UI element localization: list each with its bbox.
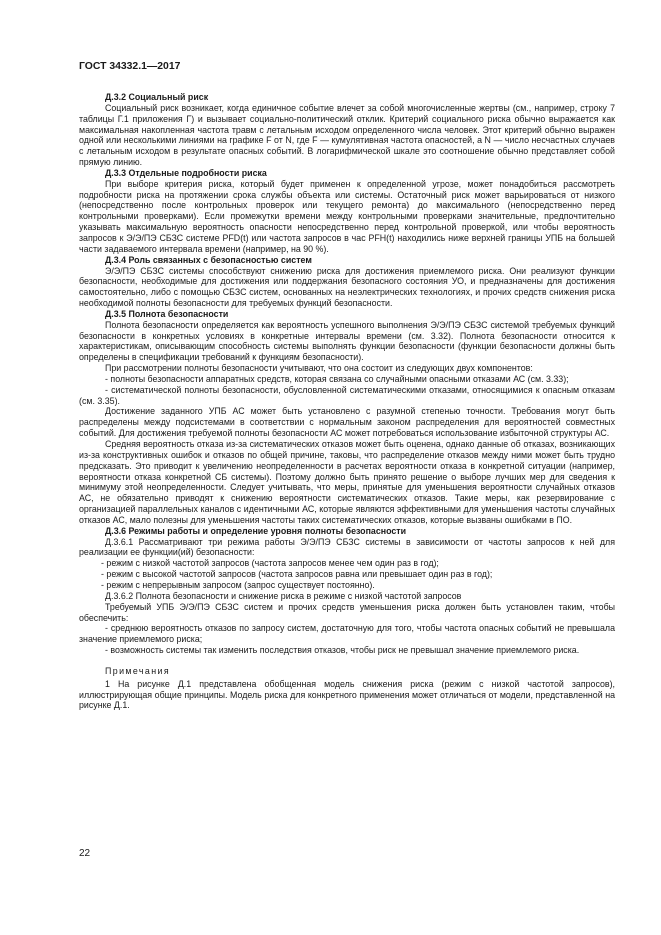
list-item: - режим с низкой частотой запросов (частота запросов менее чем один раз в год); xyxy=(101,558,439,569)
paragraph: При рассмотрении полноты безопасности учитывают, что она состоит из следующих двух компонентов: xyxy=(105,363,533,374)
list-item: - возможность системы так изменить последствия отказов, чтобы риск не превышал значение приемлемого риска. xyxy=(105,645,580,656)
paragraph: Э/Э/ПЭ СБЗС системы способствуют снижению риска для достижения приемлемого риска. Они реализуют функции безопасности, необходимые для достижения или поддержания безопасного состояния УО, и предназначены для достижения самостоятельно, либо с помощью СБЗС систем, основанных на неэлектрических технологиях, и прочих средств снижения риска необходимой полноты безопасности для требуемых функций безопасности. xyxy=(79,265,615,309)
section-heading: Д.3.3 Отдельные подробности риска xyxy=(105,167,267,178)
section-heading: Д.3.6 Режимы работы и определение уровня полноты безопасности xyxy=(105,525,407,536)
paragraph: Социальный риск возникает, когда единичное событие влечет за собой многочисленные жертвы (см., например, строку 7 таблицы Г.1 приложения Г) и вызывает социально-политический отклик. Критерий социального риска обычно выражается как максимальная накопленная частота травм с летальным исходом определенного числа человек. Этот критерий обычно выражен одной или несколькими линиями на графике F от N, где F — кумулятивная частота опасностей, а N — число несчастных случаев с летальным исходом в результате опасных событий. В логарифмической шкале это соотношение обычно представляет собой прямую линию. xyxy=(79,102,615,168)
paragraph: Средняя вероятность отказа из-за систематических отказов может быть оценена, однако данные об отказах, возникающих из-за конструктивных ошибок и отказов по общей причине, таковы, что распределение отказов между ними может быть трудно предсказать. Это приводит к увеличению неопределенности в расчетах вероятности отказа в конкретной ситуации (например, вероятности отказа конкретной СБ системы). Поэтому должно быть принято решение о выборе лучших мер для сведения к минимуму этой неопределенности. Следует учитывать, что меры, принятые для уменьшения вероятности случайных отказов АС, не обязательно приводят к снижению вероятности систематических отказов. Такие меры, как резервирование с организацией параллельных каналов с идентичными АС, которые являются эффективными для уменьшения частоты случайных отказов АС, мало полезны для уменьшения частоты таких систематических отказов, которые вызваны ошибками в ПО. xyxy=(79,439,615,525)
paragraph: Д.3.6.1 Рассматривают три режима работы Э/Э/ПЭ СБЗС системы в зависимости от частоты запросов к ней для реализации ее функции(ий) безопасности: xyxy=(79,536,615,558)
list-item: - среднюю вероятность отказов по запросу систем, достаточную для того, чтобы частота опасных событий не превышала значение приемлемого риска; xyxy=(79,623,615,645)
page-number: 22 xyxy=(79,848,91,859)
list-item: - полноты безопасности аппаратных средств, которая связана со случайными опасными отказами АС (см. 3.33); xyxy=(105,373,569,384)
note: 1 На рисунке Д.1 представлена обобщенная модель снижения риска (режим с низкой частотой запросов), иллюстрирующая общие принципы. Модель риска для конкретного применения может отличаться от модели, представленной на рисунке Д.1. xyxy=(79,678,615,711)
section-heading: Д.3.5 Полнота безопасности xyxy=(105,308,229,319)
paragraph: Достижение заданного УПБ АС может быть установлено с разумной степенью точности. Требования могут быть распределены между подсистемами в соответствии с нормальным законом распределения для вероятностей совместных событий. Для достижения требуемой полноты безопасности АС может потребоваться использование избыточной структуры АС. xyxy=(79,406,615,439)
notes-title: Примечания xyxy=(105,665,171,676)
paragraph: Требуемый УПБ Э/Э/ПЭ СБЗС систем и прочих средств уменьшения риска должен быть установлен таким, чтобы обеспечить: xyxy=(79,601,615,623)
section-heading: Д.3.2 Социальный риск xyxy=(105,92,209,102)
document-body xyxy=(79,92,615,711)
list-item: - систематической полноты безопасности, обусловленной систематическими отказами, относящимися к опасным отказам (см. 3.35). xyxy=(79,384,615,406)
paragraph: При выборе критерия риска, который будет применен к определенной угрозе, может понадобиться рассмотреть подробности риска на протяжении срока службы объекта или системы. Остаточный риск может варьироваться от низкого (непосредственно после контрольных проверок или текущего ремонта) до максимального (непосредственно перед контрольными проверками). Если промежутки времени между контрольными проверками значительные, предпочтительно указывать максимальную вероятность опасности непосредственно перед контрольной проверкой, или чтобы вероятность запросов к Э/Э/ПЭ СБЗС системе PFD(t) или частота запросов в час PFH(t) находились ниже верхней границы УПБ на большей части задаваемого интервала времени (например, на 90 %). xyxy=(79,178,615,254)
document-header: ГОСТ 34332.1—2017 xyxy=(79,61,181,72)
paragraph: Полнота безопасности определяется как вероятность успешного выполнения Э/Э/ПЭ СБЗС системой требуемых функций безопасности в конкретных условиях в конкретные интервалы времени (см. 3.32). Полнота безопасности относится к характеристикам, описывающим способность системы выполнять функции безопасности (функции безопасности должны быть определены в спецификации требований к функциям безопасности). xyxy=(79,319,615,363)
list-item: - режим с непрерывным запросом (запрос существует постоянно). xyxy=(101,579,375,590)
section-heading: Д.3.4 Роль связанных с безопасностью систем xyxy=(105,254,312,265)
list-item: - режим с высокой частотой запросов (частота запросов равна или превышает один раз в год); xyxy=(101,569,493,580)
paragraph: Д.3.6.2 Полнота безопасности и снижение риска в режиме с низкой частотой запросов xyxy=(105,590,462,601)
